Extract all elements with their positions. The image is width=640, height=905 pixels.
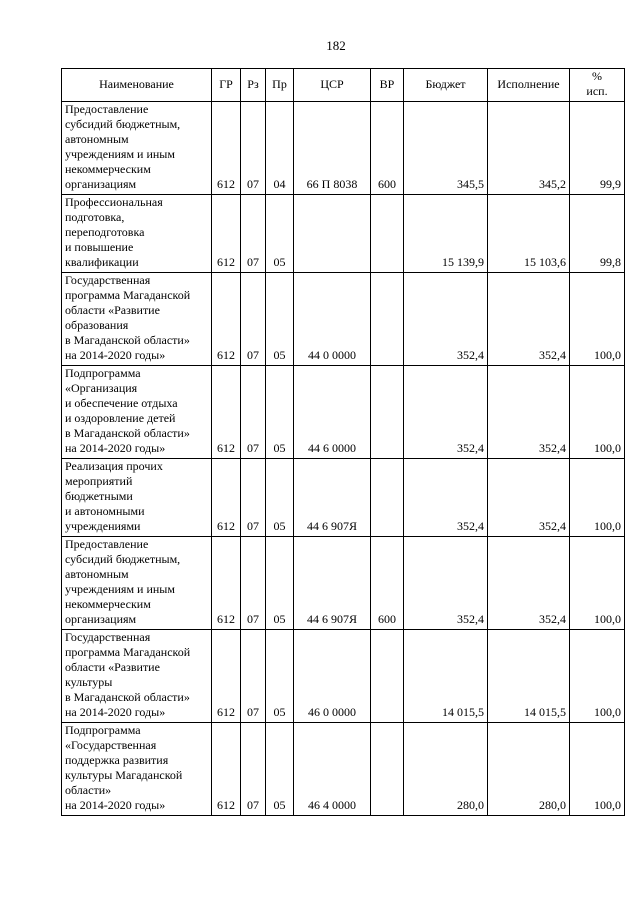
cell-budget: 345,5 xyxy=(404,102,488,195)
header-gr: ГР xyxy=(212,69,241,102)
cell-csr: 46 4 0000 xyxy=(294,723,371,816)
cell-vr: 600 xyxy=(371,102,404,195)
table-header-row xyxy=(62,69,625,102)
cell-rz: 07 xyxy=(241,459,266,537)
cell-pct: 99,9 xyxy=(570,102,625,195)
cell-pct: 100,0 xyxy=(570,273,625,366)
cell-csr: 66 П 8038 xyxy=(294,102,371,195)
header-execution: Исполнение xyxy=(488,69,570,102)
cell-pr: 05 xyxy=(266,723,294,816)
cell-pct: 99,8 xyxy=(570,195,625,273)
cell-name: Государственная программа Магаданской области «Развитие культуры в Магаданской области» на 2014-2020 годы» xyxy=(62,630,212,723)
cell-name: Государственная программа Магаданской области «Развитие образования в Магаданской области» на 2014-2020 годы» xyxy=(62,273,212,366)
header-budget: Бюджет xyxy=(404,69,488,102)
cell-csr: 46 0 0000 xyxy=(294,630,371,723)
cell-gr: 612 xyxy=(212,273,241,366)
cell-name: Профессиональная подготовка, переподготовка и повышение квалификации xyxy=(62,195,212,273)
header-pct: % исп. xyxy=(570,69,625,102)
cell-execution: 352,4 xyxy=(488,459,570,537)
cell-rz: 07 xyxy=(241,366,266,459)
cell-rz: 07 xyxy=(241,102,266,195)
cell-gr: 612 xyxy=(212,537,241,630)
cell-vr xyxy=(371,630,404,723)
table-row xyxy=(62,195,625,273)
table-row xyxy=(62,102,625,195)
cell-gr: 612 xyxy=(212,102,241,195)
cell-vr xyxy=(371,273,404,366)
cell-rz: 07 xyxy=(241,273,266,366)
cell-pct: 100,0 xyxy=(570,537,625,630)
cell-pr: 05 xyxy=(266,195,294,273)
budget-table xyxy=(61,68,625,816)
cell-pct: 100,0 xyxy=(570,366,625,459)
cell-vr xyxy=(371,366,404,459)
cell-gr: 612 xyxy=(212,366,241,459)
cell-gr: 612 xyxy=(212,195,241,273)
cell-gr: 612 xyxy=(212,723,241,816)
header-pr: Пр xyxy=(266,69,294,102)
cell-name: Реализация прочих мероприятий бюджетными и автономными учреждениями xyxy=(62,459,212,537)
cell-budget: 352,4 xyxy=(404,459,488,537)
cell-rz: 07 xyxy=(241,537,266,630)
cell-name: Подпрограмма «Организация и обеспечение отдыха и оздоровление детей в Магаданской области» на 2014-2020 годы» xyxy=(62,366,212,459)
cell-budget: 280,0 xyxy=(404,723,488,816)
page-number: 182 xyxy=(326,38,346,53)
cell-vr: 600 xyxy=(371,537,404,630)
cell-budget: 352,4 xyxy=(404,366,488,459)
table-row xyxy=(62,459,625,537)
cell-vr xyxy=(371,195,404,273)
cell-pr: 05 xyxy=(266,537,294,630)
table-row xyxy=(62,273,625,366)
cell-budget: 352,4 xyxy=(404,273,488,366)
cell-csr: 44 6 907Я xyxy=(294,459,371,537)
header-rz: Рз xyxy=(241,69,266,102)
cell-pr: 04 xyxy=(266,102,294,195)
cell-pr: 05 xyxy=(266,459,294,537)
cell-name: Подпрограмма «Государственная поддержка развития культуры Магаданской области» на 2014-2020 годы» xyxy=(62,723,212,816)
cell-execution: 15 103,6 xyxy=(488,195,570,273)
cell-execution: 345,2 xyxy=(488,102,570,195)
table-row xyxy=(62,723,625,816)
cell-pr: 05 xyxy=(266,630,294,723)
cell-pct: 100,0 xyxy=(570,459,625,537)
cell-vr xyxy=(371,459,404,537)
cell-execution: 280,0 xyxy=(488,723,570,816)
cell-csr: 44 6 0000 xyxy=(294,366,371,459)
cell-csr xyxy=(294,195,371,273)
cell-rz: 07 xyxy=(241,195,266,273)
table-row xyxy=(62,366,625,459)
cell-pr: 05 xyxy=(266,366,294,459)
cell-budget: 15 139,9 xyxy=(404,195,488,273)
cell-execution: 352,4 xyxy=(488,366,570,459)
cell-gr: 612 xyxy=(212,630,241,723)
table-body xyxy=(62,102,625,816)
cell-execution: 352,4 xyxy=(488,537,570,630)
cell-execution: 352,4 xyxy=(488,273,570,366)
table-row xyxy=(62,537,625,630)
cell-name: Предоставление субсидий бюджетным, автономным учреждениям и иным некоммерческим организациям xyxy=(62,102,212,195)
header-vr: ВР xyxy=(371,69,404,102)
cell-pr: 05 xyxy=(266,273,294,366)
cell-budget: 352,4 xyxy=(404,537,488,630)
table-row xyxy=(62,630,625,723)
header-csr: ЦСР xyxy=(294,69,371,102)
cell-execution: 14 015,5 xyxy=(488,630,570,723)
header-name: Наименование xyxy=(62,69,212,102)
cell-csr: 44 6 907Я xyxy=(294,537,371,630)
cell-pct: 100,0 xyxy=(570,630,625,723)
cell-name: Предоставление субсидий бюджетным, автономным учреждениям и иным некоммерческим организациям xyxy=(62,537,212,630)
cell-vr xyxy=(371,723,404,816)
cell-rz: 07 xyxy=(241,723,266,816)
cell-budget: 14 015,5 xyxy=(404,630,488,723)
cell-rz: 07 xyxy=(241,630,266,723)
cell-pct: 100,0 xyxy=(570,723,625,816)
cell-csr: 44 0 0000 xyxy=(294,273,371,366)
cell-gr: 612 xyxy=(212,459,241,537)
